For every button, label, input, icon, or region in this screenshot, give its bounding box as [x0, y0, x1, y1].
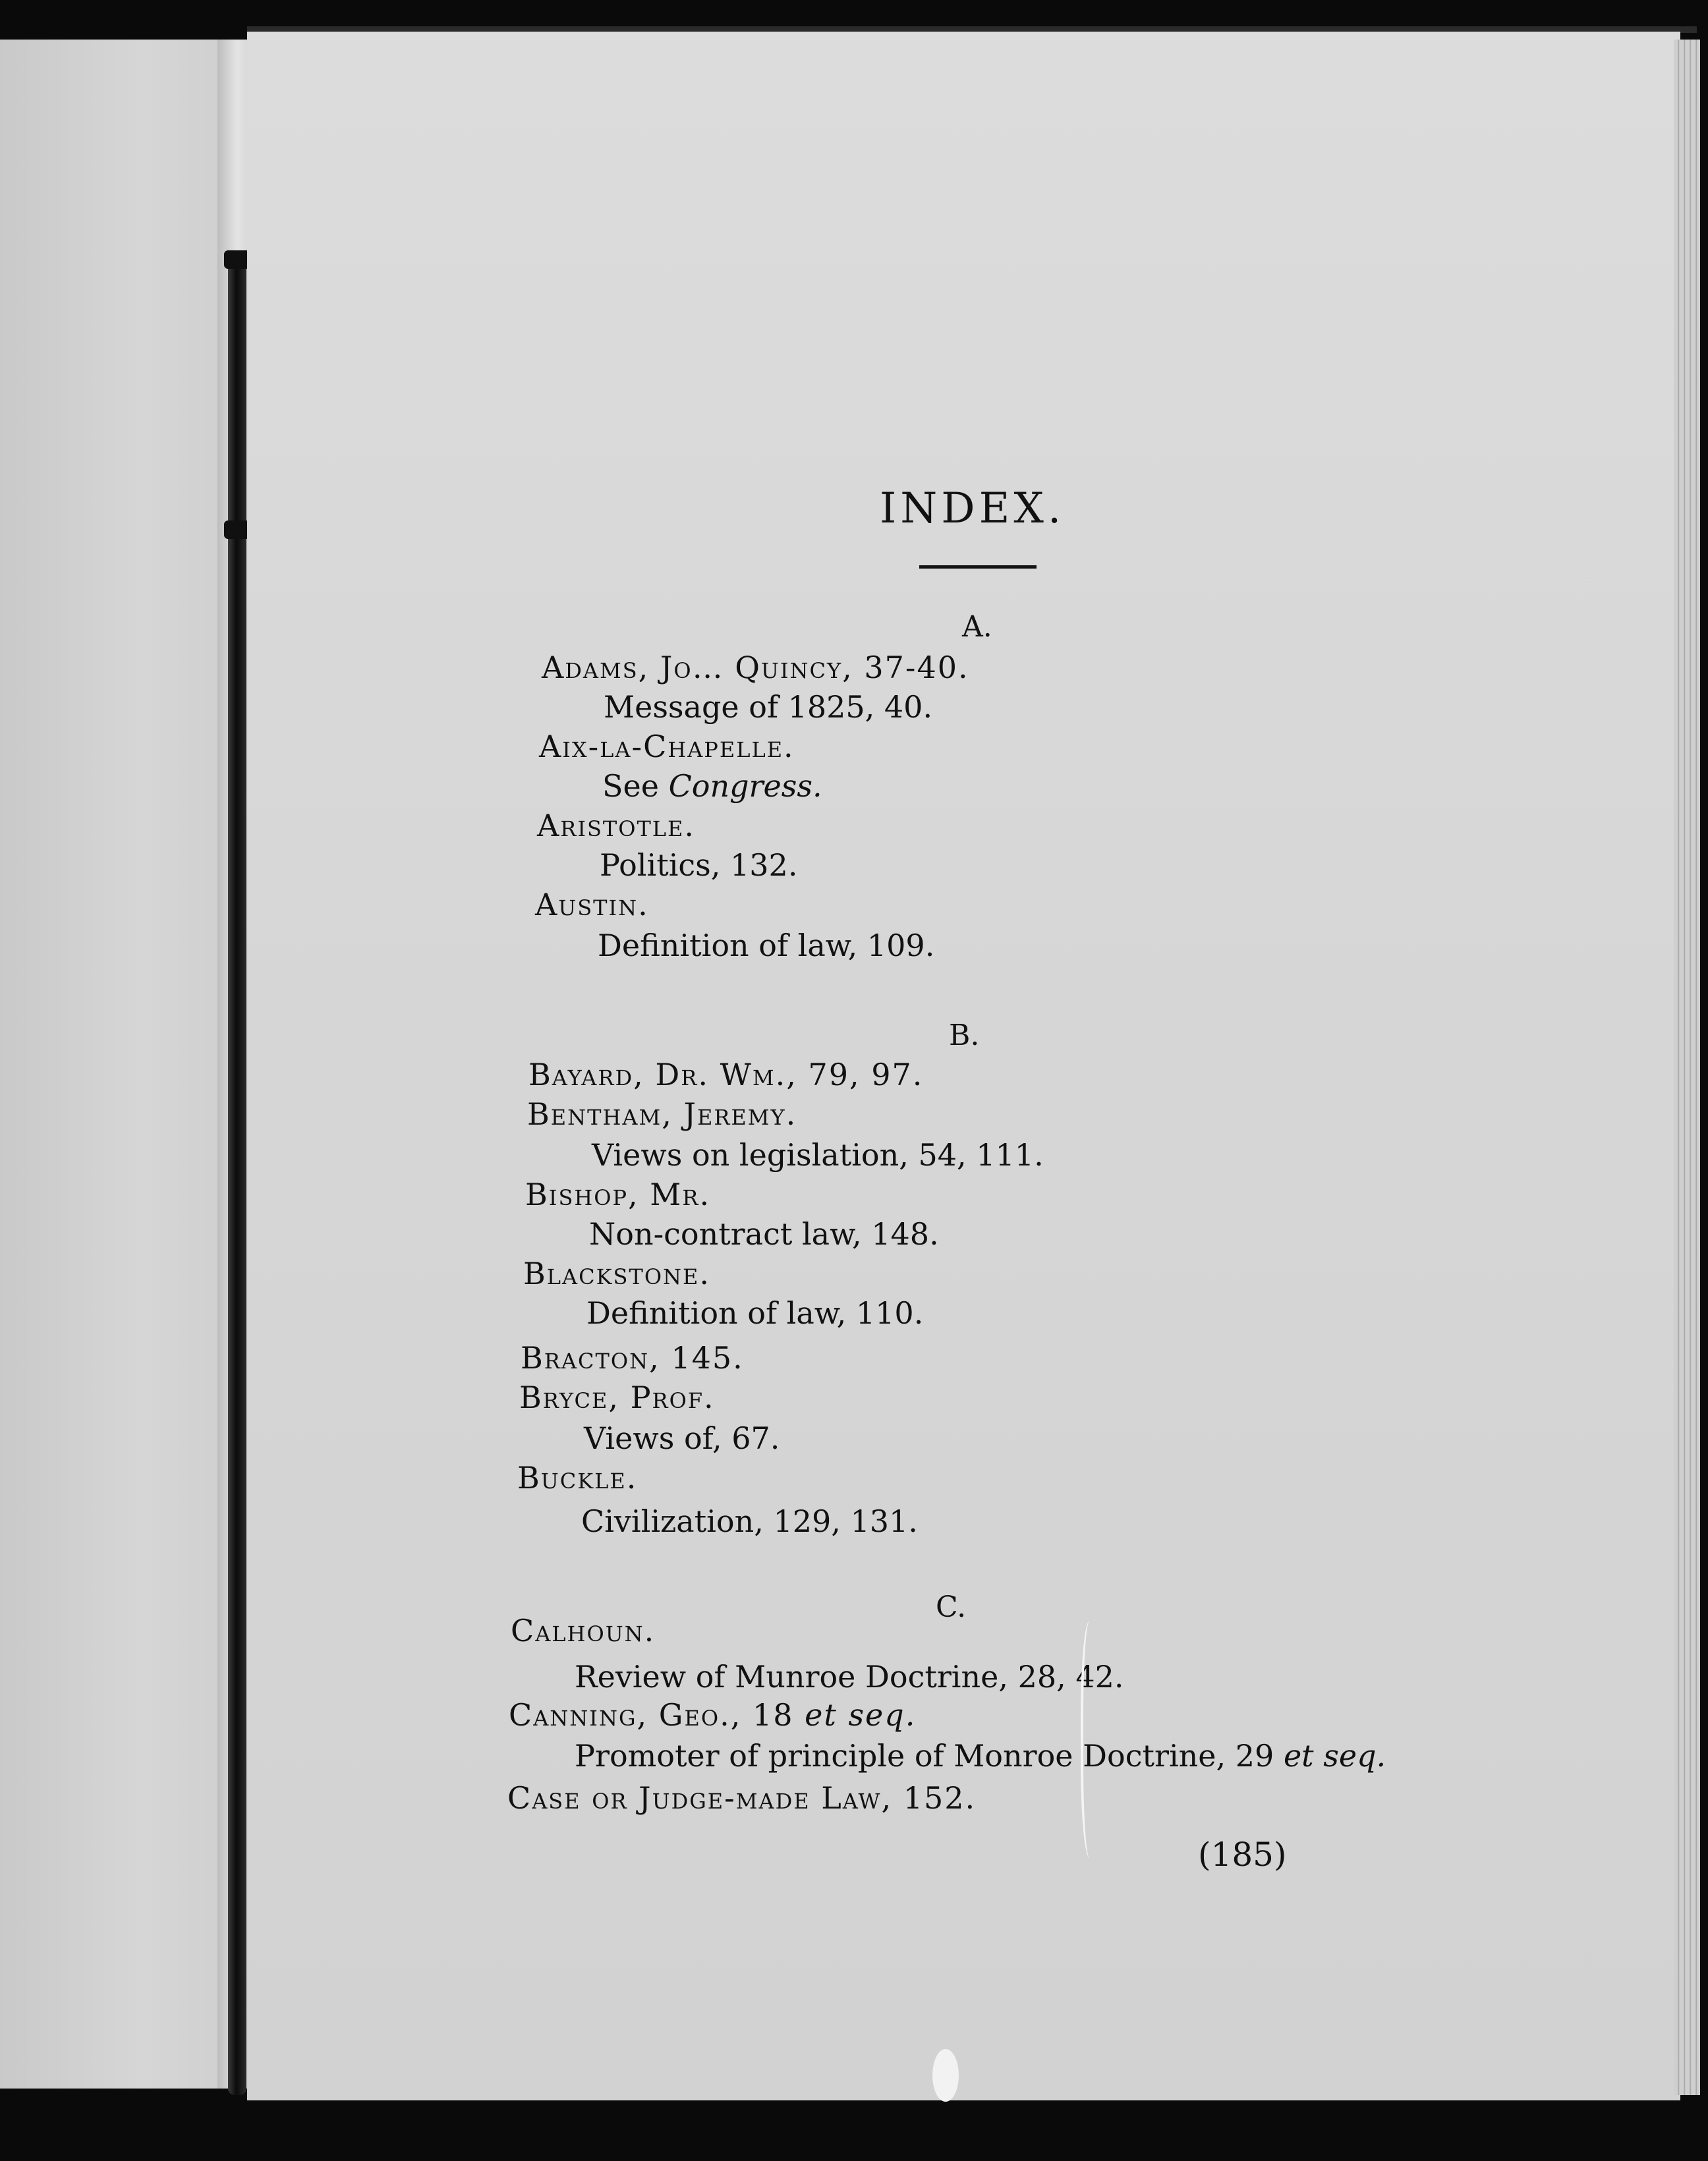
index-entry-heading: Calhoun. [511, 1613, 656, 1648]
index-entry-heading: Bentham, Jeremy. [527, 1096, 797, 1132]
sub-italic: et seq. [1283, 1738, 1386, 1774]
index-entry-sub: Review of Munroe Doctrine, 28, 42. [575, 1659, 1124, 1695]
scan-blemish [932, 2049, 959, 2102]
heading-italic: et seq. [805, 1697, 917, 1733]
binding-knot [224, 250, 250, 269]
section-letter-c: C. [936, 1590, 967, 1624]
sub-text: Promoter of principle of Monroe Doctrine, 29 [575, 1738, 1284, 1774]
index-entry-sub: Views on legislation, 54, 111. [592, 1137, 1044, 1173]
index-entry-heading: Bracton, 145. [521, 1340, 744, 1376]
section-letter-b: B. [949, 1019, 980, 1052]
see-target: Congress. [668, 768, 822, 804]
index-entry-heading: Aristotle. [537, 808, 696, 843]
index-entry-heading: Blackstone. [523, 1256, 711, 1291]
index-entry-sub: Civilization, 129, 131. [581, 1503, 918, 1539]
title-rule [919, 565, 1037, 569]
index-entry-heading: Aix-la-Chapelle. [539, 729, 795, 764]
index-entry-sub: Message of 1825, 40. [604, 689, 933, 725]
see-prefix: See [602, 768, 669, 804]
index-entry-heading: Adams, Jo… Quincy, 37-40. [542, 650, 969, 685]
page-stack-edge [1674, 40, 1700, 2095]
binding-knot [224, 520, 250, 539]
index-entry-sub: Definition of law, 110. [586, 1295, 924, 1331]
index-entry-sub: Views of, 67. [584, 1420, 780, 1456]
scan-scratch [1081, 1621, 1103, 1858]
index-entry-heading [509, 1697, 917, 1733]
index-entry-sub [575, 1738, 1386, 1774]
index-entry-heading: Buckle. [517, 1460, 638, 1496]
heading-text: Canning, Geo., 18 [509, 1697, 805, 1733]
index-entry-heading: Bishop, Mr. [525, 1177, 711, 1212]
index-entry-heading: Bryce, Prof. [519, 1380, 715, 1415]
page-title: INDEX. [880, 484, 1066, 533]
section-letter-a: A. [962, 610, 992, 644]
index-entry-sub [602, 768, 822, 804]
index-entry-sub: Non-contract law, 148. [589, 1216, 939, 1252]
page-number: (185) [1198, 1836, 1287, 1874]
index-entry-sub: Politics, 132. [600, 847, 798, 883]
index-entry-heading: Case or Judge-made Law, 152. [507, 1780, 977, 1816]
left-facing-page [0, 40, 237, 2089]
index-entry-sub: Definition of law, 109. [598, 928, 935, 963]
index-entry-heading: Austin. [535, 887, 649, 922]
index-entry-heading: Bayard, Dr. Wm., 79, 97. [528, 1057, 924, 1092]
